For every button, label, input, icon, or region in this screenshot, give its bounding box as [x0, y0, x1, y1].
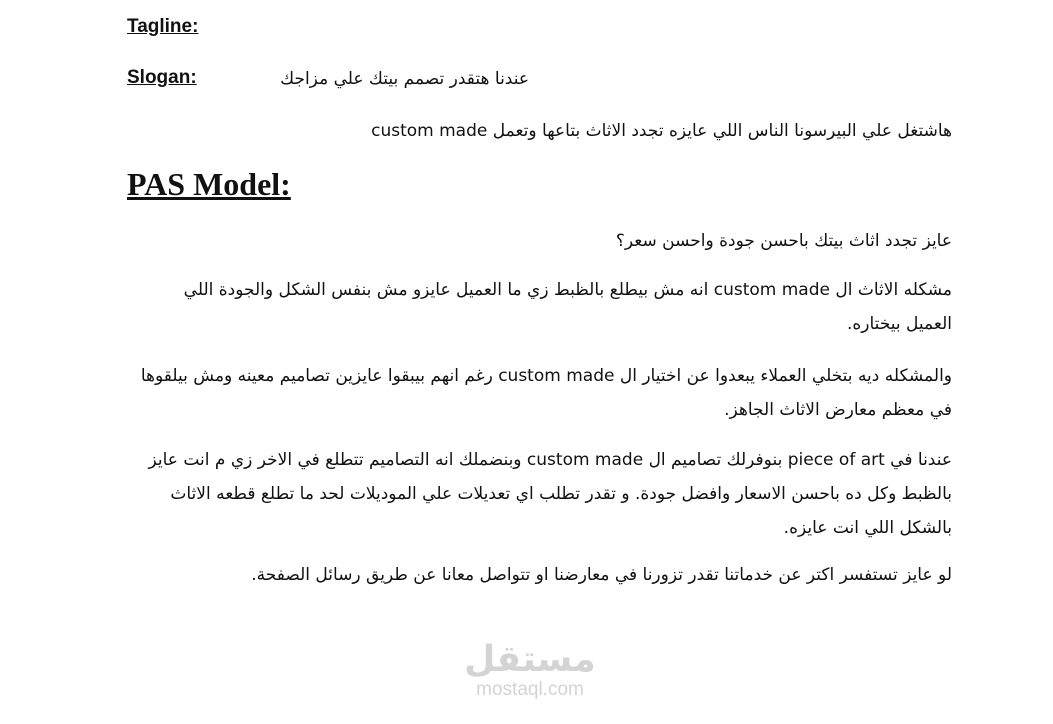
watermark-arabic: مستقل: [464, 639, 596, 680]
slogan-label: Slogan:: [127, 67, 197, 88]
watermark-latin: mostaql.com: [476, 679, 584, 700]
pas-agitate: والمشكله ديه بتخلي العملاء يبعدوا عن اختيار ال custom made رغم انهم بيبقوا عايزين تصاميم معينه ومش بيلقوها في معظم معارض الاثاث الجاهز.: [140, 366, 952, 420]
pas-question: عايز تجدد اثاث بيتك باحسن جودة واحسن سعر؟: [615, 231, 952, 251]
tagline-label: Tagline:: [127, 16, 199, 37]
mostaql-watermark: [455, 640, 605, 700]
slogan-row: [127, 64, 527, 94]
slogan-text: عندنا هتقدر تصمم بيتك علي مزاجك: [280, 69, 529, 89]
pas-problem: مشكله الاثاث ال custom made انه مش بيطلع بالظبط زي ما العميل عايزو مش بنفس الشكل والجودة اللي العميل بيختاره.: [183, 280, 952, 334]
pas-cta: لو عايز تستفسر اكتر عن خدماتنا تقدر تزورنا في معارضنا او تتواصل معانا عن طريق رسائل الصفحة.: [251, 565, 952, 585]
target-persona-line: هاشتغل علي البيرسونا الناس اللي عايزه تجدد الاثاث بتاعها وتعمل custom made: [371, 121, 952, 141]
pas-heading: PAS Model:: [127, 166, 291, 202]
pas-solution: عندنا في piece of art بنوفرلك تصاميم ال custom made وبنضملك انه التصاميم تتطلع في الاخر زي م انت عايز بالظبط وكل ده باحسن الاسعار وافضل جودة. و تقدر تطلب اي تعديلات علي الموديلات لحد ما تطلع قطعه الاثاث بالشكل اللي انت عايزه.: [148, 450, 952, 538]
